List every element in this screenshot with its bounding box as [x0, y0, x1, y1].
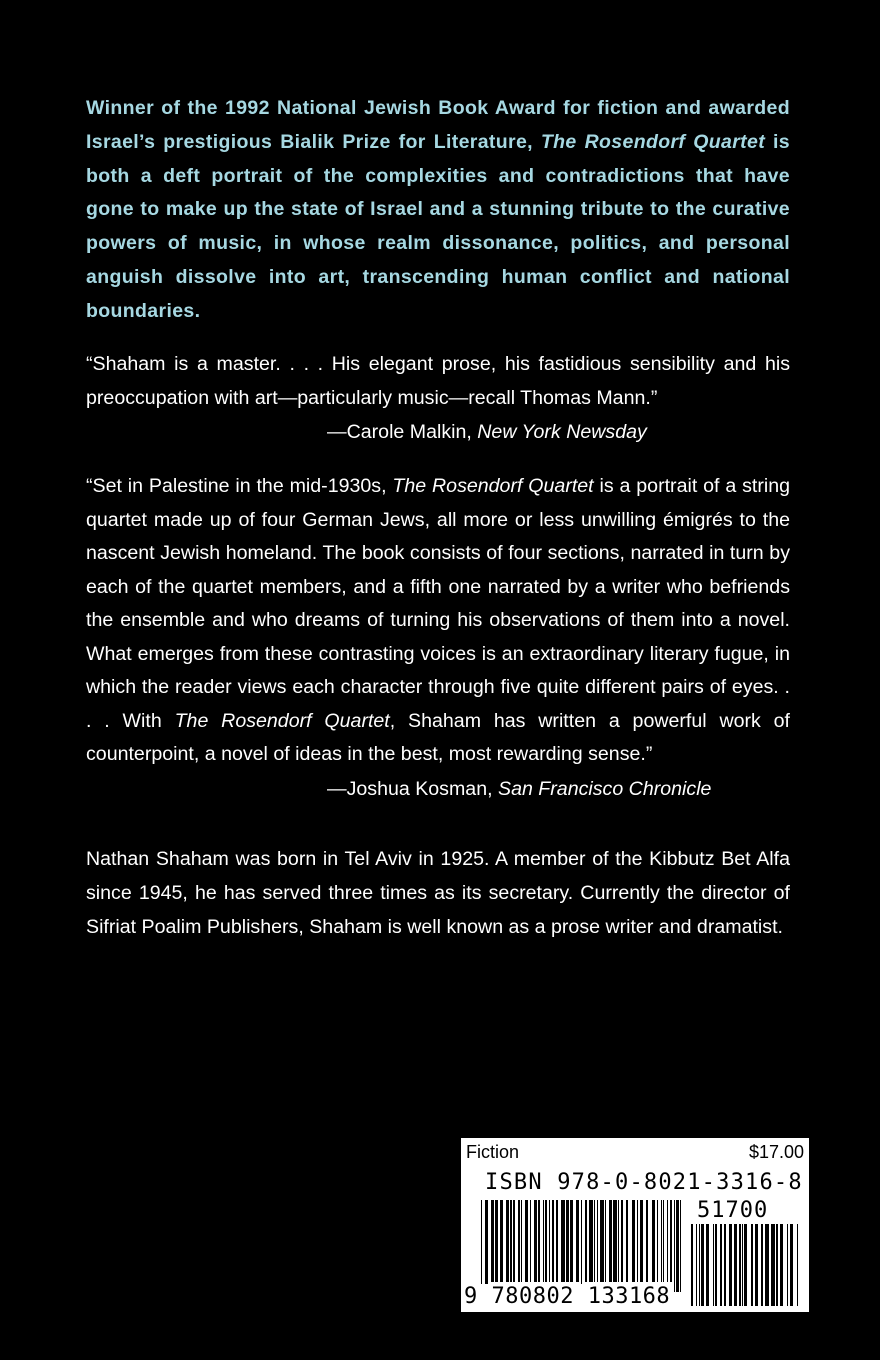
barcode-bar — [657, 1200, 658, 1282]
author-bio: Nathan Shaham was born in Tel Aviv in 1925. A member of the Kibbutz Bet Alfa since 1945, he has served three times as its secretary. Currently the director of Sifriat Poalim Publishers, Shaham is well known as a prose writer and dramatist. — [86, 848, 790, 938]
isbn-text: ISBN 978-0-8021-3316-8 — [485, 1170, 803, 1195]
barcode-bar — [621, 1200, 623, 1282]
quote-book-title-1: The Rosendorf Quartet — [392, 475, 594, 497]
barcode-bar — [521, 1200, 522, 1282]
barcode-bar — [600, 1200, 604, 1282]
barcode-bar — [734, 1224, 737, 1306]
barcode-bar — [538, 1200, 540, 1282]
ean-digits: 9 780802 133168 — [464, 1284, 673, 1309]
barcode-bar — [581, 1200, 582, 1292]
quote-text-part2: is a portrait of a string quartet made up of four German Jews, all more or less unwilling émigrés to the nascent Jewish homeland. The book consists of four sections, narrated in turn by each of the quartet members, and a fifth one narrated by a writer who befriends the ensemble and who dreams of turning his observations of them into a novel. What emerges from these contrasting voices is an extraordinary literary fugue, in which the reader views each character through five quite different pairs of eyes. . . . With — [86, 475, 791, 732]
price-addon-digits: 51700 — [697, 1198, 769, 1223]
barcode-bar — [549, 1200, 550, 1282]
barcode-bar — [744, 1224, 747, 1306]
barcode-bar — [534, 1200, 537, 1282]
barcode-bar — [495, 1200, 498, 1282]
barcode-bar — [720, 1224, 722, 1306]
barcode-bar — [518, 1200, 520, 1282]
barcode-bar — [724, 1224, 726, 1306]
quote-book-title-2: The Rosendorf Quartet — [174, 709, 390, 732]
barcode-bar — [613, 1200, 617, 1282]
barcode-bar — [706, 1224, 709, 1306]
barcode-bar — [701, 1224, 704, 1306]
barcode-bar — [545, 1200, 547, 1282]
barcode-bar — [500, 1200, 503, 1282]
barcode-bar — [552, 1200, 554, 1282]
barcode-bar — [715, 1224, 717, 1306]
quote-text-part3: , Shaham has written a powerful work of counterpoint, a novel of ideas in the best, most rewarding sense.” — [86, 709, 790, 765]
barcode-bar — [556, 1200, 558, 1282]
barcode-bar — [761, 1224, 763, 1306]
barcode-bar — [576, 1200, 579, 1282]
barcode-bar — [713, 1224, 714, 1306]
barcode-bar — [780, 1224, 783, 1306]
barcode-bar — [510, 1200, 512, 1282]
barcode-bar — [570, 1200, 573, 1282]
barcode-bar — [670, 1200, 672, 1282]
barcode-bar — [790, 1224, 793, 1306]
barcode-bar — [525, 1200, 528, 1282]
attribution-author: —Joshua Kosman, — [327, 778, 498, 800]
attribution-source: New York Newsday — [477, 421, 647, 443]
review-attribution-chronicle — [327, 773, 711, 807]
genre-label: Fiction — [466, 1142, 520, 1162]
barcode-bar — [739, 1224, 741, 1306]
barcode-bar — [691, 1224, 693, 1306]
blurb-text-part2: is both a deft portrait of the complexities and contradictions that have gone to make up the state of Israel and a stunning tribute to the curative powers of music, in whose realm dissonance, politics, and personal anguish dissolve into art, transcending human conflict and national boundaries. — [86, 130, 790, 322]
review-quote-chronicle — [86, 470, 790, 772]
review-quote-newsday: “Shaham is a master. . . . His elegant prose, his fastidious sensibility and his preoccupation with art—particularly music—recall Thomas Mann.” — [86, 353, 790, 409]
barcode-bar — [652, 1200, 655, 1282]
barcode-bar — [594, 1200, 595, 1282]
barcode-bar — [696, 1224, 697, 1306]
review-attribution-newsday — [327, 416, 647, 450]
barcode-bar — [605, 1200, 606, 1282]
barcode-bar — [632, 1200, 635, 1282]
barcode-bar — [680, 1200, 681, 1292]
barcode-bar — [609, 1200, 612, 1282]
price-label: $17.00 — [748, 1142, 804, 1162]
barcode-bar — [771, 1224, 775, 1306]
barcode-bar — [618, 1200, 619, 1282]
barcode-bar — [729, 1224, 732, 1306]
barcode-bar — [663, 1200, 664, 1282]
barcode-bar — [637, 1200, 638, 1282]
barcode-bar — [646, 1200, 648, 1282]
barcode-bar — [597, 1200, 598, 1282]
barcode-bar — [676, 1200, 679, 1292]
barcode-bar — [513, 1200, 515, 1282]
barcode-bar — [566, 1200, 569, 1282]
quote-text-part1: “Set in Palestine in the mid-1930s, — [86, 475, 393, 497]
barcode-bar — [776, 1224, 778, 1306]
barcode-bar — [626, 1200, 628, 1282]
barcode-bar — [481, 1200, 482, 1292]
addon-barcode-bars — [691, 1224, 801, 1306]
attribution-author: —Carole Malkin, — [327, 421, 478, 443]
barcode-bar — [491, 1200, 494, 1282]
barcode-bar — [667, 1200, 668, 1282]
barcode-bar — [765, 1224, 769, 1306]
barcode-bar — [640, 1200, 643, 1282]
barcode-bar — [787, 1224, 788, 1306]
barcode-bar — [751, 1224, 753, 1306]
blurb-text-part1: Winner of the 1992 National Jewish Book Award for fiction and awarded Israel’s prestigious Bialik Prize for Literature, — [86, 97, 790, 153]
barcode-bar — [742, 1224, 743, 1306]
barcode-bar — [543, 1200, 544, 1282]
barcode-label — [461, 1138, 809, 1312]
barcode-bar — [585, 1200, 587, 1282]
barcode-bar — [506, 1200, 509, 1282]
barcode-bar — [755, 1224, 758, 1306]
barcode-bar — [561, 1200, 565, 1282]
barcode-bar — [699, 1224, 700, 1306]
barcode-bar — [661, 1200, 662, 1282]
barcode-bar — [674, 1200, 675, 1292]
jacket-blurb — [86, 92, 790, 329]
attribution-source: San Francisco Chronicle — [498, 778, 712, 800]
barcode-bar — [589, 1200, 593, 1282]
barcode-bar — [797, 1224, 798, 1306]
barcode-bar — [530, 1200, 531, 1282]
ean-barcode-bars — [481, 1200, 681, 1292]
barcode-bar — [485, 1200, 488, 1292]
blurb-book-title: The Rosendorf Quartet — [540, 130, 766, 153]
